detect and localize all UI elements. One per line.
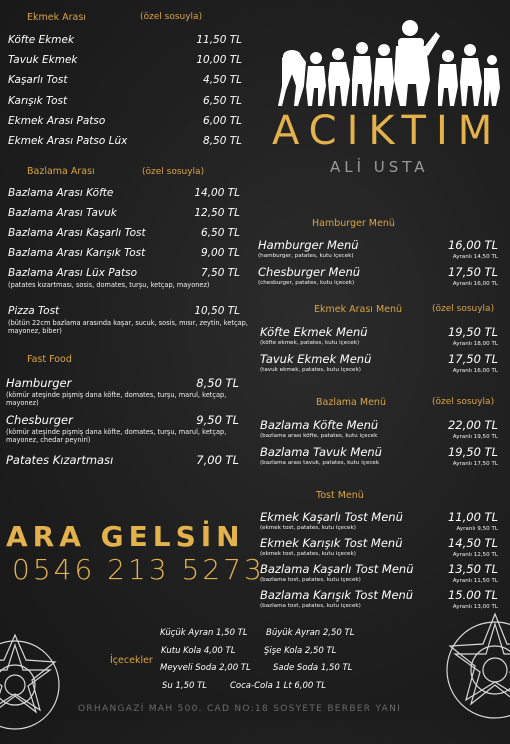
menu-item-name: Karışık Tost [8,95,68,107]
mandala-ornament-right [440,610,510,730]
logo-title: ACIKTIM [272,108,503,154]
menu-item-name: Ekmek Kaşarlı Tost Menü [260,510,403,524]
menu-item-price: 13,50 TL [447,562,498,576]
mandala-ornament-left [0,630,70,740]
menu-item-description: (hamburger, patates, kutu içecek) [258,253,354,259]
ayranli-price: Ayranlı 11,50 TL [452,578,498,584]
menu-item-description: (bazlama tost, patates, kutu içecek) [260,577,361,583]
menu-item-price: 14,00 TL [194,187,240,199]
mandala-icon [0,630,70,740]
section-title-ekmek-arasi: Ekmek Arası [27,12,86,23]
menu-item-price: 17,50 TL [447,352,498,366]
section-note-ekmek-arasi: (özel sosuyla) [140,12,203,22]
menu-item-price: 6,50 TL [203,95,242,107]
address-footer: ORHANGAZİ MAH 500. CAD NO:18 SOSYETE BERBER YANI [78,704,402,714]
menu-item-description: (bazlama tost, patates, kutu içecek) [260,603,361,609]
menu-item-description: (chesburger, patates, kutu içecek) [258,280,355,286]
menu-item-name: Bazlama Köfte Menü [260,418,379,432]
menu-item-price: 14,50 TL [447,536,498,550]
drink-item: Meyveli Soda 2,00 TL [160,663,251,673]
menu-item-price: 19,50 TL [447,445,498,459]
drink-item: Su 1,50 TL [162,681,208,691]
section-title-ekmek-arasi-menu: Ekmek Arası Menü [314,304,403,315]
menu-item-name: Bazlama Arası Tavuk [8,207,117,219]
menu-item-price: 10,50 TL [194,305,240,317]
menu-item-price: 16,00 TL [447,238,498,252]
menu-item-description: (bazlama arası tavuk, patates, kutu içecek [260,460,380,466]
menu-item-price: 9,50 TL [196,413,239,427]
section-note-bazlama-menu: (özel sosuyla) [432,397,495,407]
menu-item-price: 6,50 TL [201,227,240,239]
menu-item-description: (köfte ekmek, patates, kutu içecek) [260,340,360,346]
ayranli-price: Ayranlı 18,00 TL [452,341,498,347]
menu-item-description: (ekmek tost, patates, kutu içecek) [260,525,356,531]
section-note-bazlama-arasi: (özel sosuyla) [142,167,205,177]
section-title-bazlama-menu: Bazlama Menü [316,397,386,408]
drink-item: Şişe Kola 2,50 TL [264,646,337,656]
menu-item-price: 8,50 TL [196,376,239,390]
menu-item-name: Kaşarlı Tost [8,74,68,86]
menu-item-price: 19,50 TL [447,325,498,339]
menu-item-name: Tavuk Ekmek [8,54,78,66]
evolution-silhouette-icon [270,10,500,110]
menu-item-name: Bazlama Karışık Tost Menü [260,588,414,602]
menu-item-name: Bazlama Arası Lüx Patso [8,267,137,279]
menu-item-name: Hamburger Menü [258,238,359,252]
ayranli-price: Ayranlı 17,50 TL [452,461,498,467]
menu-item-price: 15.00 TL [447,588,498,602]
section-title-fast-food: Fast Food [27,354,72,365]
ayranli-price: Ayranlı 16,00 TL [452,281,498,287]
menu-item-name: Ekmek Arası Patso Lüx [8,135,128,147]
menu-item-description: (bütün 22cm bazlama arasında kaşar, sucuk, sosis, mısır, zeytin, ketçap, mayonez, biber) [8,319,248,335]
logo-subtitle: ALİ USTA [330,158,429,176]
menu-item-name: Köfte Ekmek Menü [260,325,368,339]
menu-item-description: (ekmek tost, patates, kutu içecek) [260,551,356,557]
menu-item-name: Köfte Ekmek [8,34,75,46]
menu-item-description: (patates kızartması, sosis, domates, turşu, ketçap, mayonez) [8,281,210,289]
section-title-tost-menu: Tost Menü [316,490,364,501]
menu-item-name: Ekmek Karışık Tost Menü [260,536,403,550]
menu-item-description: (kömür ateşinde pişmiş dana köfte, domates, turşu, marul, ketçap, mayonez) [6,391,227,407]
menu-item-name: Chesburger [6,413,73,427]
logo-silhouette-illustration [270,10,500,110]
menu-item-price: 10,00 TL [196,54,242,66]
menu-item-description: (kömür ateşinde pişmiş dana köfte, domates, turşu, marul, ketçap, mayonez, chedar peyniri) [6,428,227,444]
drink-item: Küçük Ayran 1,50 TL [160,628,248,638]
drink-item: Kutu Kola 4,00 TL [161,646,236,656]
menu-item-price: 7,50 TL [201,267,240,279]
menu-item-name: Hamburger [6,376,72,390]
drink-item: Sade Soda 1,50 TL [273,663,353,673]
ayranli-price: Ayranlı 12,50 TL [452,552,498,558]
menu-item-price: 11,00 TL [447,510,498,524]
ayranli-price: Ayranlı 14,50 TL [452,254,498,260]
menu-item-name: Bazlama Arası Köfte [8,187,114,199]
menu-item-name: Ekmek Arası Patso [8,115,106,127]
menu-item-name: Pizza Tost [8,305,60,317]
menu-item-name: Chesburger Menü [258,265,361,279]
ara-gelsin-title: ARA GELSİN [6,520,245,553]
menu-item-name: Tavuk Ekmek Menü [260,352,372,366]
section-title-hamburger-menu: Hamburger Menü [312,218,395,229]
menu-item-price: 17,50 TL [447,265,498,279]
menu-item-description: (tavuk ekmek, patates, kutu içecek) [260,367,361,373]
section-title-icecekler: İçecekler [110,655,153,666]
menu-item-name: Bazlama Arası Kaşarlı Tost [8,227,146,239]
drink-item: Büyük Ayran 2,50 TL [266,628,355,638]
ayranli-price: Ayranlı 9,50 TL [456,526,498,532]
menu-item-price: 11,50 TL [196,34,242,46]
menu-item-description: (bazlama arası köfte, patates, kutu içecek [260,433,378,439]
menu-item-name: Bazlama Kaşarlı Tost Menü [260,562,414,576]
ayranli-price: Ayranlı 13,00 TL [452,604,498,610]
ayranli-price: Ayranlı 19,50 TL [452,434,498,440]
menu-item-price: 9,00 TL [201,247,240,259]
menu-item-name: Bazlama Tavuk Menü [260,445,382,459]
menu-item-price: 4,50 TL [203,74,242,86]
section-note-ekmek-arasi-menu: (özel sosuyla) [432,304,495,314]
menu-item-price: 12,50 TL [194,207,240,219]
menu-item-price: 6,00 TL [203,115,242,127]
mandala-icon [440,610,510,730]
ayranli-price: Ayranlı 16,00 TL [452,368,498,374]
menu-item-price: 7,00 TL [196,453,239,467]
menu-item-name: Patates Kızartması [6,453,114,467]
menu-item-price: 8,50 TL [203,135,242,147]
menu-item-price: 22,00 TL [447,418,498,432]
menu-item-name: Bazlama Arası Karışık Tost [8,247,146,259]
drink-item: Coca-Cola 1 Lt 6,00 TL [230,681,326,691]
section-title-bazlama-arasi: Bazlama Arası [27,166,95,177]
phone-number: 0546 213 5273 [12,553,265,586]
